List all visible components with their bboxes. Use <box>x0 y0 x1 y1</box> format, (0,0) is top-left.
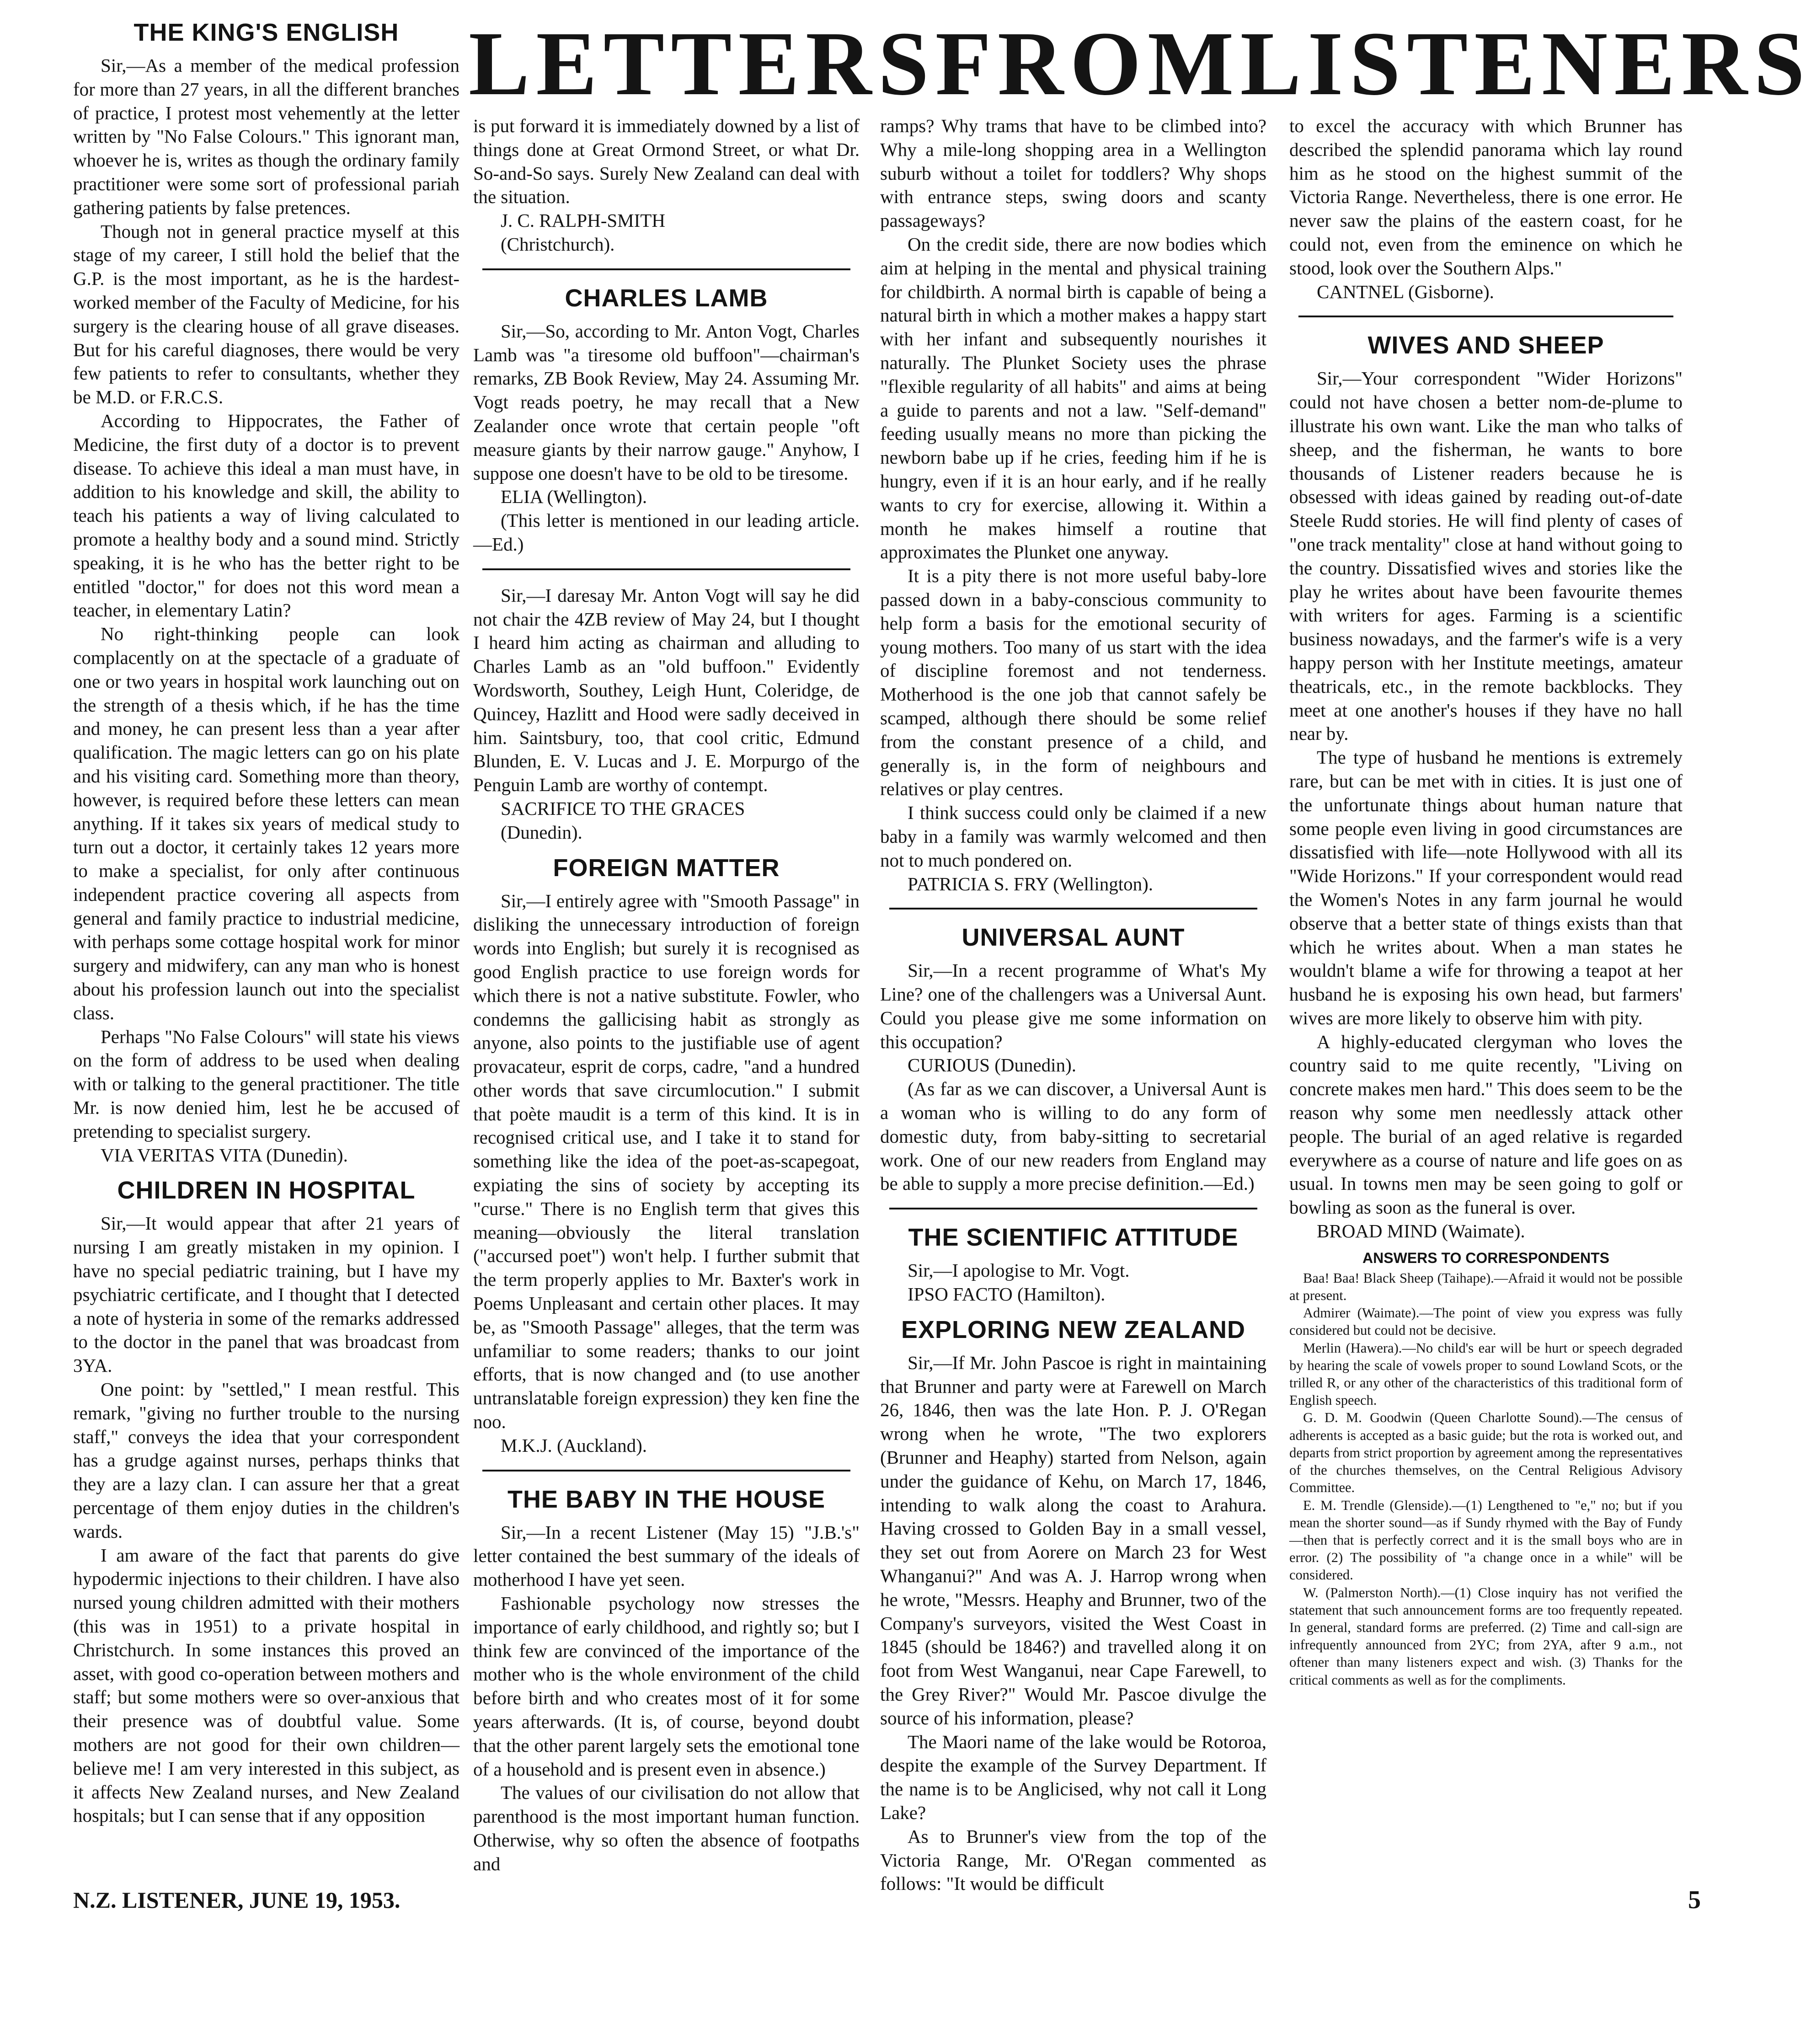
letter-paragraph: Though not in general practice myself at this stage of my career, I still hold the belief that the G.P. is the most important, as he is the hardest-worked member of the Faculty of Medicine, for his surgery is the clearing house of all grave diseases. But for his careful diagnoses, there would be very few patients to refer to consultants, whether they be M.D. or F.R.C.S. <box>73 220 459 408</box>
heading-charles-lamb: CHARLES LAMB <box>565 284 768 312</box>
letter-signature: SACRIFICE TO THE GRACES <box>501 797 745 819</box>
letter-paragraph: I think success could only be claimed if a new baby in a family was warmly welcomed and then not to much pondered on. <box>880 802 1266 871</box>
page-footer <box>73 1884 1701 1916</box>
letter-signature: CURIOUS (Dunedin). <box>908 1054 1076 1076</box>
letter-signature: PATRICIA S. FRY (Wellington). <box>908 873 1154 894</box>
answer-item: Baa! Baa! Black Sheep (Taihape).—Afraid it would not be possible at present. <box>1289 1270 1683 1304</box>
letter-paragraph: Sir,—If Mr. John Pascoe is right in maintaining that Brunner and party were at Farewell on March 26, 1846, then was the late Hon. P. J. O'Regan wrong when he wrote, "The two explorers (Brunner and Heaphy) started from Nelson, again under the guidance of Kehu, on March 17, 1846, intending to walk along the coast to Arahura. Having crossed to Golden Bay in a small vessel, they set out from Aorere on March 23 for West Whanganui?" And was A. J. Harrop wrong when he wrote, "Messrs. Heaphy and Brunner, two of the Company's surveyors, visited the West Coast in 1845 (should be 1846?) and travelled along it on foot from West Wanganui, near Cape Farewell, to the Grey River?" Would Mr. Pascoe divulge the source of his information, please? <box>880 1352 1266 1728</box>
letter-paragraph: Sir,—In a recent programme of What's My Line? one of the challengers was a Universal Aunt. Could you please give me some information on this occupation? <box>880 960 1266 1052</box>
letter-paragraph: is put forward it is immediately downed by a list of things done at Great Ormond Street, or what Dr. So-and-So says. Surely New Zealand can deal with the situation. <box>473 115 860 208</box>
divider <box>1298 316 1673 317</box>
letter-paragraph: Perhaps "No False Colours" will state his views on the form of address to be used when dealing with or talking to the general practitioner. The title Mr. is now denied him, lest he be accused of pretending to specialist surgery. <box>73 1026 459 1142</box>
answer-item: Admirer (Waimate).—The point of view you express was fully considered but could not be decisive. <box>1289 1305 1683 1338</box>
masthead-word-listeners: LISTENERS <box>1240 13 1811 114</box>
divider <box>889 1208 1257 1209</box>
heading-baby-in-the-house: THE BABY IN THE HOUSE <box>507 1485 826 1513</box>
letter-signature: M.K.J. (Auckland). <box>501 1434 647 1456</box>
column-4 <box>1289 114 1683 1870</box>
letter-signature-place: (Christchurch). <box>501 233 615 255</box>
letter-paragraph: Sir,—I entirely agree with "Smooth Passage" in disliking the unnecessary introduction of foreign words into English; but surely it is recognised as good English practice to use foreign words for which there is not a native substitute. Fowler, who condemns the gallicising habit as strongly as anyone, also points to the justifiable use of agent provacateur, esprit de corps, cadre, "and a hundred other words that save circumlocution." I submit that poète maudit is a term of this kind. It is in recognised critical use, and I take it to stand for something like the idea of the poet-as-scapegoat, expiating the sins of society by accepting its "curse." There is no English term that gives this meaning—obviously the literal translation ("accursed poet") won't help. I further submit that the term properly applies to Mr. Baxter's work in Poems Unpleasant and certain other places. It may be, as "Smooth Passage" alleges, that the term was unfamiliar to some readers; thanks to our joint efforts, that is now changed and (to use another untranslatable foreign expression) they ken fine the noo. <box>473 890 860 1433</box>
letter-paragraph: No right-thinking people can look complacently on at the spectacle of a graduate of one or two years in hospital work launching out on the strength of a thesis which, if he has the time and money, he can present less than a year after qualification. The magic letters can go on his plate and his visiting card. Something more than theory, however, is required before these letters can mean anything. If it takes six years of medical study to turn out a doctor, it certainly takes 12 years more to make a specialist, for only after continuous independent practice covering all aspects from general and family practice to industrial medicine, with perhaps some cottage hospital work for minor surgery and midwifery, can any man who is honest about his profession launch out into the specialist class. <box>73 623 459 1023</box>
letter-paragraph: Sir,—As a member of the medical profession for more than 27 years, in all the different branches of practice, I protest most vehemently at the letter written by "No False Colours." This ignorant man, whoever he is, writes as though the ordinary family practitioner were some sort of professional pariah gathering patients by false pretences. <box>73 55 459 218</box>
editor-note: (As far as we can discover, a Universal Aunt is a woman who is willing to do any form of domestic duty, from baby-sitting to secretarial work. One of our new readers from England may be able to supply a more precise definition.—Ed.) <box>880 1078 1266 1194</box>
letter-signature: ELIA (Wellington). <box>501 486 647 508</box>
column-3 <box>880 114 1266 1894</box>
answer-item: Merlin (Hawera).—No child's ear will be hurt or speech degraded by hearing the scale of vowels proper to sound Lowland Scots, or the trilled R, or any other of the characteristics of this traditional form of English speech. <box>1289 1340 1683 1408</box>
letter-signature: IPSO FACTO (Hamilton). <box>908 1284 1106 1305</box>
masthead-word-letters: LETTERS <box>469 13 935 114</box>
letter-paragraph: According to Hippocrates, the Father of Medicine, the first duty of a doctor is to prevent disease. To achieve this ideal a man must have, in addition to his knowledge and skill, the ability to teach his patients a way of living calculated to promote a healthy body and a sound mind. Strictly speaking, it is he who has the better right to be entitled "doctor," for does not this word mean a teacher, in elementary Latin? <box>73 410 459 621</box>
heading-children-in-hospital: CHILDREN IN HOSPITAL <box>117 1177 416 1204</box>
letter-signature: CANTNEL (Gisborne). <box>1317 281 1494 302</box>
heading-universal-aunt: UNIVERSAL AUNT <box>962 924 1185 952</box>
letter-paragraph: The Maori name of the lake would be Rotoroa, despite the example of the Survey Department. If the name is to be Anglicised, why not call it Long Lake? <box>880 1731 1266 1823</box>
editor-note: (This letter is mentioned in our leading article.—Ed.) <box>473 510 860 555</box>
letter-paragraph: As to Brunner's view from the top of the Victoria Range, Mr. O'Regan commented as follows: "It would be difficult <box>880 1825 1266 1894</box>
letter-paragraph: The values of our civilisation do not allow that parenthood is the most important human function. Otherwise, why so often the absence of footpaths and <box>473 1782 860 1874</box>
heading-foreign-matter: FOREIGN MATTER <box>553 854 780 882</box>
letter-paragraph: The type of husband he mentions is extremely rare, but can be met with in cities. It is just one of the unfortunate things about human nature that some people even living in good circumstances are dissatisfied with life—note Hollywood with all its "Wide Horizons." If your correspondent would read the Women's Notes in any farm journal he would observe that a better state of things exists than that which he writes about. When a man states he wouldn't blame a wife for throwing a teapot at her husband he is exposing his own head, but farmers' wives are more likely to observe him with pity. <box>1289 747 1683 1028</box>
column-1 <box>73 18 459 1870</box>
divider <box>482 268 850 270</box>
letter-paragraph: On the credit side, there are now bodies which aim at helping in the mental and physical training for childbirth. A normal birth is capable of being a natural birth in which a mother makes a happy start with her infant and subsequently nourishes it naturally. The Plunket Society uses the phrase "flexible regularity of all habits" and aims at being a guide to parents and not a law. "Self-demand" feeding usually means no more than picking the newborn babe up if he cries, feeding him if he is hungry, even if it is an hour early, and if he really wants to cry for exercise, allowing it. Within a month he makes himself a routine that approximates the Plunket one anyway. <box>880 233 1266 563</box>
letter-paragraph: Sir,—In a recent Listener (May 15) "J.B.'s" letter contained the best summary of the ideals of motherhood I have yet seen. <box>473 1521 860 1590</box>
answers-to-correspondents <box>1289 1250 1683 1689</box>
letter-signature: VIA VERITAS VITA (Dunedin). <box>101 1144 348 1166</box>
letter-paragraph: Sir,—I daresay Mr. Anton Vogt will say he did not chair the 4ZB review of May 24, but I thought I heard him acting as chairman and alluding to Charles Lamb as an "old buffoon." Evidently Wordsworth, Southey, Leigh Hunt, Coleridge, de Quincey, Hazlitt and Hood were sadly deceived in him. Saintsbury, too, that cool critic, Edmund Blunden, E. V. Lucas and J. E. Morpurgo of the Penguin Lamb are worthy of contempt. <box>473 584 860 796</box>
answer-item: E. M. Trendle (Glenside).—(1) Lengthened to "e," no; but if you mean the shorter sound—as if Sundy rhymed with the Bay of Fundy—then that is perfectly correct and it is the small boys who are in error. (2) The possibility of "a change once in a while" will be considered. <box>1289 1497 1683 1583</box>
letter-paragraph: Sir,—It would appear that after 21 years of nursing I am greatly mistaken in my opinion. I have no special pediatric training, but I have my psychiatric certificate, and I thought that I detected a note of hysteria in some of the remarks addressed to the doctor in the panel that was broadcast from 3YA. <box>73 1213 459 1376</box>
letter-paragraph: Sir,—I apologise to Mr. Vogt. <box>908 1260 1130 1281</box>
letter-paragraph: A highly-educated clergyman who loves the country said to me quite recently, "Living on concrete makes men hard." This does seem to be the reason why some men needlessly attack other people. The burial of an aged relative is regarded everywhere as a course of nature and life goes on as usual. In towns men may be seen going to golf or bowling as soon as the funeral is over. <box>1289 1031 1683 1218</box>
answer-item: G. D. M. Goodwin (Queen Charlotte Sound).—The census of adherents is accepted as a basic guide; but the rota is worked out, and departs from strict proportion by agreement among the representatives of the churches themselves, on the Central Religious Advisory Committee. <box>1289 1410 1683 1496</box>
letter-paragraph: ramps? Why trams that have to be climbed into? Why a mile-long shopping area in a Wellington suburb without a toilet for toddlers? Why shops with entrance steps, swing doors and scanty passageways? <box>880 115 1266 231</box>
issue-line: N.Z. LISTENER, JUNE 19, 1953. <box>73 1887 401 1913</box>
letter-paragraph: One point: by "settled," I mean restful. This remark, "giving no further trouble to the nursing staff," conveys the idea that your correspondent has a grudge against nurses, perhaps thinks that they are a lazy clan. I can assure her that a great percentage of them enjoy duties in the children's wards. <box>73 1379 459 1542</box>
heading-kings-english: THE KING'S ENGLISH <box>134 19 399 46</box>
letter-paragraph: Sir,—Your correspondent "Wider Horizons" could not have chosen a better nom-de-plume to illustrate his own want. Like the man who talks of sheep, and the fisherman, he wants to bore thousands of Listener readers because he is obsessed with ideas gained by reading out-of-date Steele Rudd stories. He will find plenty of cases of "one track mentality" close at hand without going to the country. Dissatisfied wives and stories like the play he writes about have been favourite themes with writers for ages. Farming is a scientific business nowadays, and the farmer's wife is a very happy person with her Institute meetings, amateur theatricals, etc., in the remote backblocks. They meet at one another's houses if they have no hall near by. <box>1289 368 1683 744</box>
heading-scientific-attitude: THE SCIENTIFIC ATTITUDE <box>908 1224 1239 1252</box>
letter-paragraph: Fashionable psychology now stresses the importance of early childhood, and rightly so; but I think few are convinced of the importance of the mother who is the whole environment of the child before birth and who creates most of it for some years afterwards. (It is, of course, beyond doubt that the other parent largely sets the emotional tone of a household and is present even in absence.) <box>473 1593 860 1780</box>
divider <box>482 1470 850 1471</box>
letter-paragraph: Sir,—So, according to Mr. Anton Vogt, Charles Lamb was "a tiresome old buffoon"—chairman's remarks, ZB Book Review, May 24. Assuming Mr. Vogt reads poetry, he may recall that a New Zealander once wrote that certain people "oft measure giants by their narrow gauge." Anyhow, I suppose one doesn't have to be old to be tiresome. <box>473 320 860 484</box>
answers-heading: ANSWERS TO CORRESPONDENTS <box>1362 1249 1609 1266</box>
divider <box>889 908 1257 910</box>
divider <box>482 568 850 570</box>
page-number: 5 <box>1688 1886 1701 1914</box>
column-2 <box>473 114 860 1874</box>
letter-paragraph: to excel the accuracy with which Brunner has described the splendid panorama which lay round him as he stood on the highest summit of the Victoria Range. Nevertheless, there is one error. He never saw the plains of the eastern coast, for he could not, even from the eminence on which he stood, look over the Southern Alps." <box>1289 115 1683 278</box>
masthead <box>469 13 1811 114</box>
heading-exploring-new-zealand: EXPLORING NEW ZEALAND <box>901 1316 1245 1343</box>
letter-signature: BROAD MIND (Waimate). <box>1317 1220 1525 1242</box>
letter-paragraph: I am aware of the fact that parents do give hypodermic injections to their children. I have also nursed young children admitted with their mothers (this was in 1951) to a private hospital in Christchurch. In some instances this proved an asset, with good co-operation between mothers and staff; but some mothers were so over-anxious that their presence was of doubtful value. Some mothers are not good for their own children—believe me! I am very interested in this subject, as it affects New Zealand nurses, and New Zealand hospitals; but I can sense that if any opposition <box>73 1544 459 1826</box>
letter-signature-place: (Dunedin). <box>501 821 582 843</box>
letter-signature: J. C. RALPH-SMITH <box>501 210 665 231</box>
answer-item: W. (Palmerston North).—(1) Close inquiry has not verified the statement that such announcement forms are too frequently repeated. In general, standard forms are preferred. (2) Time and call-sign are infrequently announced from 2YC; from 2YA, after 9 a.m., not oftener than many listeners expect and wish. (3) Thanks for the critical comments as well as for the compliments. <box>1289 1584 1683 1688</box>
masthead-word-from: FROM <box>935 13 1240 114</box>
letter-paragraph: It is a pity there is not more useful baby-lore passed down in a baby-conscious community to help form a basis for the emotional security of young mothers. Too many of us start with the idea of discipline foremost and not tenderness. Motherhood is the one job that cannot safely be scamped, although there should be some relief from the constant presence of a child, and generally is, in the form of neighbours and relatives or play centres. <box>880 565 1266 800</box>
heading-wives-and-sheep: WIVES AND SHEEP <box>1368 332 1604 359</box>
